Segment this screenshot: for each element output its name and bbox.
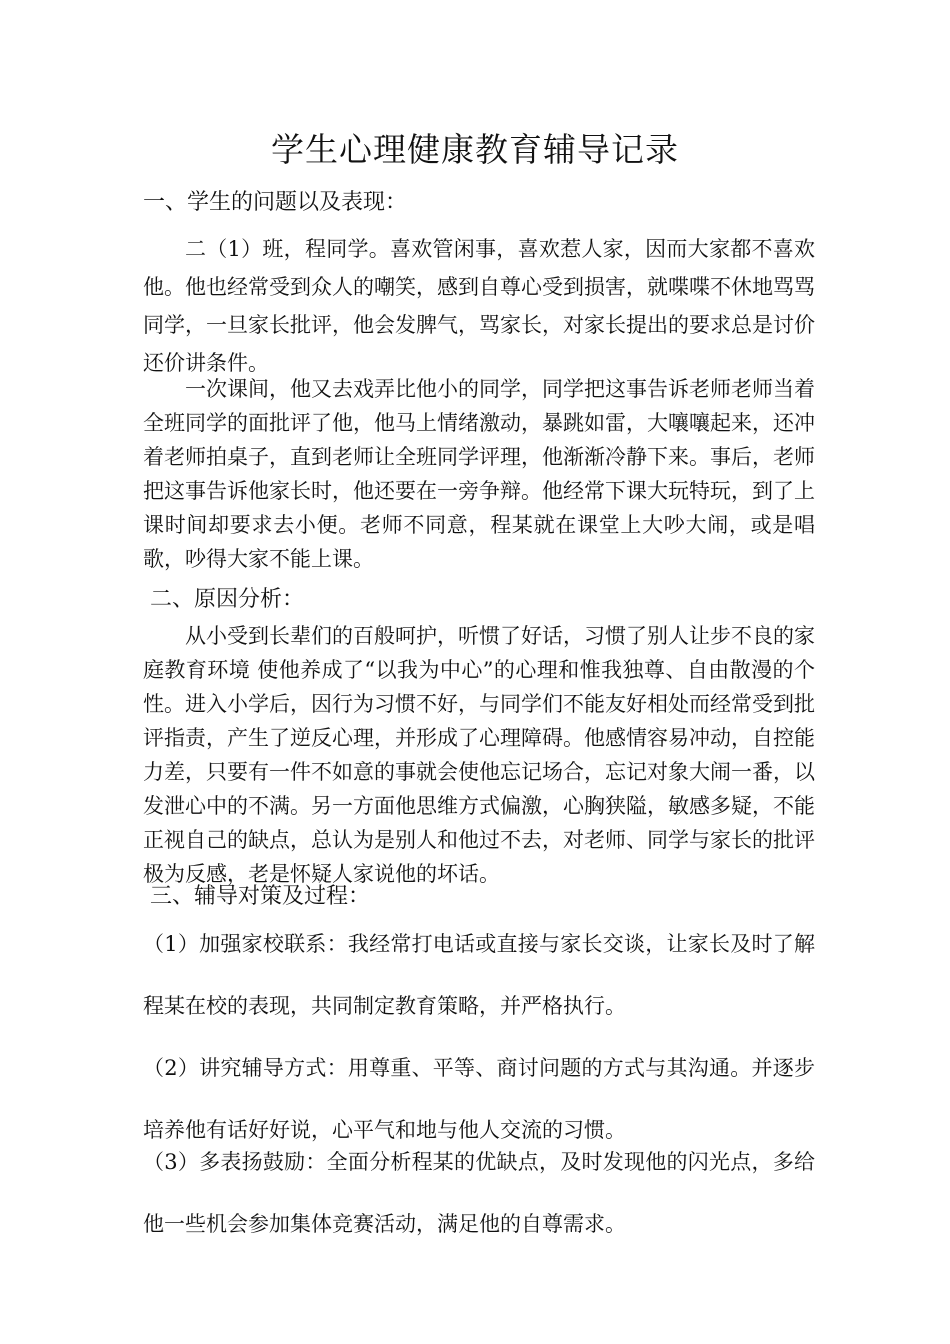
strategy-item-3: （3）多表扬鼓励：全面分析程某的优缺点，及时发现他的闪光点，多给他一些机会参加集体竞赛活动，满足他的自尊需求。	[143, 1150, 815, 1236]
paragraph-cause-analysis: 从小受到长辈们的百般呵护，听惯了好话，习惯了别人让步不良的家庭教育环境 使他养成了“以我为中心”的心理和惟我独尊、自由散漫的个性。进入小学后，因行为习惯不好，与同学们不能友好相处而经常受到批评指责，产生了逆反心理，并形成了心理障碍。他感情容易冲动，自控能力差，只要有一件不如意的事就会使他忘记场合，忘记对象大闹一番，以发泄心中的不满。另一方面他思维方式偏激，心胸狭隘，敏感多疑，不能正视自己的缺点，总认为是别人和他过不去，对老师、同学与家长的批评极为反感，老是怀疑人家说他的坏话。	[143, 624, 815, 886]
section-heading-strategies: 三、辅导对策及过程：	[150, 884, 371, 909]
strategy-item-2: （2）讲究辅导方式：用尊重、平等、商讨问题的方式与其沟通。并逐步培养他有话好好说，心平气和地与他人交流的习惯。	[143, 1056, 815, 1142]
document-title: 学生心理健康教育辅导记录	[271, 130, 679, 169]
strategy-item-1: （1）加强家校联系：我经常打电话或直接与家长交谈，让家长及时了解程某在校的表现，共同制定教育策略，并严格执行。	[143, 932, 815, 1018]
paragraph-incident: 一次课间，他又去戏弄比他小的同学，同学把这事告诉老师老师当着全班同学的面批评了他，他马上情绪激动，暴跳如雷，大嚷嚷起来，还冲着老师拍桌子，直到老师让全班同学评理，他渐渐冷静下来。事后，老师把这事告诉他家长时，他还要在一旁争辩。他经常下课大玩特玩，到了上课时间却要求去小便。老师不同意，程某就在课堂上大吵大闹，或是唱歌，吵得大家不能上课。	[143, 377, 815, 571]
paragraph-student-intro: 二（1）班，程同学。喜欢管闲事，喜欢惹人家，因而大家都不喜欢他。他也经常受到众人的嘲笑，感到自尊心受到损害，就喋喋不休地骂骂同学，一旦家长批评，他会发脾气，骂家长，对家长提出的要求总是讨价还价讲条件。	[143, 237, 815, 375]
section-heading-problems: 一、学生的问题以及表现：	[143, 190, 408, 215]
section-heading-causes: 二、原因分析：	[150, 587, 305, 612]
